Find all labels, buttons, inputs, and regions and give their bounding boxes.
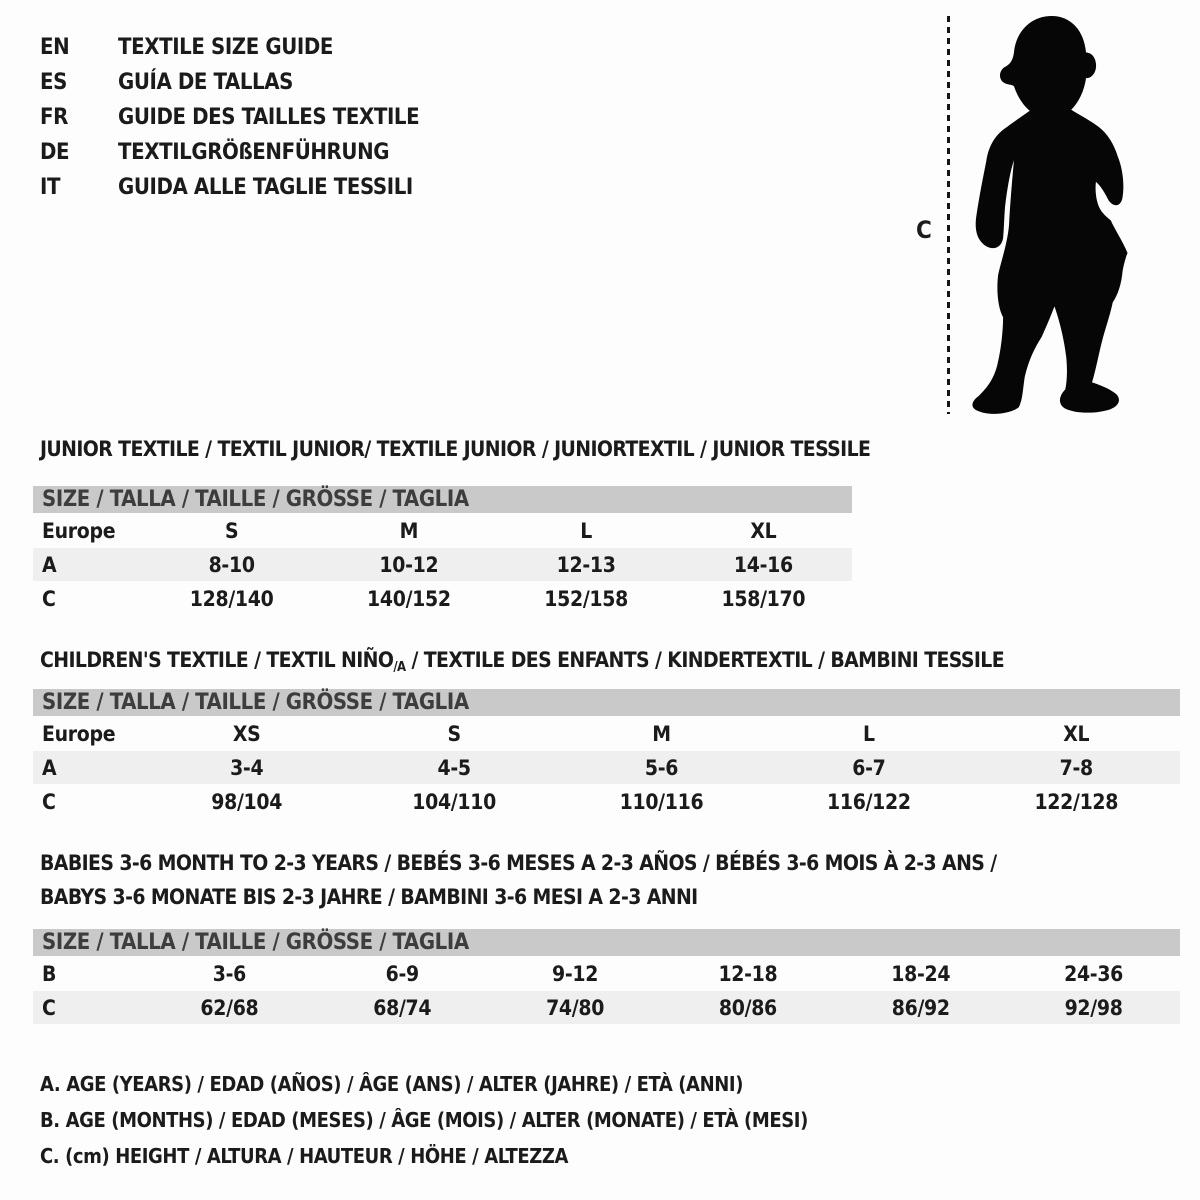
language-title: TEXTILE SIZE GUIDE xyxy=(118,35,333,60)
table-row-height xyxy=(33,991,1180,1024)
height-cell: 152/158 xyxy=(544,586,628,611)
size-header: SIZE / TALLA / TAILLE / GRÖSSE / TAGLIA xyxy=(33,486,852,513)
table-row-sizes xyxy=(33,717,1180,750)
language-row-de xyxy=(40,141,389,165)
row-label: B xyxy=(42,961,57,986)
age-cell: 5-6 xyxy=(644,755,679,780)
legend-line-b: B. AGE (MONTHS) / EDAD (MESES) / ÂGE (MOIS) / ALTER (MONATE) / ETÀ (MESI) xyxy=(40,1108,808,1132)
height-cell: 98/104 xyxy=(211,789,283,814)
children-size-table xyxy=(33,689,1180,818)
table-row-age xyxy=(33,751,1180,784)
junior-size-table xyxy=(33,486,852,615)
size-cell: M xyxy=(399,518,419,543)
language-code: DE xyxy=(40,140,70,165)
size-cell: S xyxy=(447,721,461,746)
language-title: GUIDA ALLE TAGLIE TESSILI xyxy=(118,175,413,200)
babies-section-title-line1: BABIES 3-6 MONTH TO 2-3 YEARS / BEBÉS 3-6 MESES A 2-3 AÑOS / BÉBÉS 3-6 MOIS À 2-3 ANS / xyxy=(40,851,997,875)
row-label: C xyxy=(42,789,56,814)
height-cell: 128/140 xyxy=(189,586,274,611)
size-cell: L xyxy=(580,518,592,543)
months-cell: 12-18 xyxy=(718,961,778,986)
months-cell: 6-9 xyxy=(385,961,419,986)
height-cell: 158/170 xyxy=(721,586,806,611)
months-cell: 18-24 xyxy=(891,961,951,986)
row-label: Europe xyxy=(42,721,116,746)
age-cell: 10-12 xyxy=(379,552,439,577)
size-cell: S xyxy=(224,518,239,543)
age-cell: 3-4 xyxy=(230,755,264,780)
months-cell: 24-36 xyxy=(1064,961,1124,986)
children-section-title xyxy=(40,648,1004,680)
table-row-sizes xyxy=(33,514,852,547)
children-title-sub: /A xyxy=(393,660,406,675)
height-cell: 104/110 xyxy=(412,789,496,814)
row-label: Europe xyxy=(42,518,116,543)
children-title-rest: / TEXTILE DES ENFANTS / KINDERTEXTIL / BAMBINI TESSILE xyxy=(405,648,1005,672)
table-row-height xyxy=(33,582,852,615)
table-row-age xyxy=(33,548,852,581)
height-cell: 110/116 xyxy=(619,789,704,814)
age-cell: 8-10 xyxy=(208,552,255,577)
language-code: IT xyxy=(40,175,61,200)
language-code: ES xyxy=(40,70,67,95)
babies-size-table xyxy=(33,929,1180,1024)
height-dashed-line xyxy=(947,16,950,414)
age-cell: 4-5 xyxy=(437,755,471,780)
months-cell: 9-12 xyxy=(552,961,599,986)
age-cell: 12-13 xyxy=(556,552,616,577)
height-cell: 116/122 xyxy=(827,789,911,814)
height-cell: 86/92 xyxy=(891,995,950,1020)
language-code: EN xyxy=(40,35,70,60)
table-row-height xyxy=(33,785,1180,818)
language-row-es xyxy=(40,71,293,95)
language-title: TEXTILGRÖßENFÜHRUNG xyxy=(118,140,390,165)
table-row-months xyxy=(33,957,1180,990)
height-cell: 92/98 xyxy=(1064,995,1123,1020)
row-label: A xyxy=(42,552,57,577)
language-row-it xyxy=(40,176,413,200)
language-code: FR xyxy=(40,105,68,130)
row-label: C xyxy=(42,586,56,611)
size-cell: L xyxy=(863,721,875,746)
row-label: A xyxy=(42,755,57,780)
language-title: GUIDE DES TAILLES TEXTILE xyxy=(118,105,420,130)
junior-section-title: JUNIOR TEXTILE / TEXTIL JUNIOR/ TEXTILE JUNIOR / JUNIORTEXTIL / JUNIOR TESSILE xyxy=(40,437,871,461)
age-cell: 6-7 xyxy=(852,755,886,780)
language-row-fr xyxy=(40,106,419,130)
children-title-main: CHILDREN'S TEXTILE / TEXTIL NIÑO xyxy=(40,648,394,672)
size-header: SIZE / TALLA / TAILLE / GRÖSSE / TAGLIA xyxy=(33,689,1180,716)
height-cell: 62/68 xyxy=(200,995,259,1020)
legend-line-a: A. AGE (YEARS) / EDAD (AÑOS) / ÂGE (ANS) / ALTER (JAHRE) / ETÀ (ANNI) xyxy=(40,1072,744,1096)
months-cell: 3-6 xyxy=(212,961,247,986)
legend-line-c: C. (cm) HEIGHT / ALTURA / HAUTEUR / HÖHE / ALTEZZA xyxy=(40,1144,569,1168)
babies-section-title-line2: BABYS 3-6 MONATE BIS 2-3 JAHRE / BAMBINI 3-6 MESI A 2-3 ANNI xyxy=(40,885,698,909)
height-cell: 68/74 xyxy=(373,995,432,1020)
height-cell: 140/152 xyxy=(367,586,451,611)
size-cell: XS xyxy=(232,721,261,746)
language-row-en xyxy=(40,36,333,60)
height-cell: 80/86 xyxy=(718,995,777,1020)
height-cell: 74/80 xyxy=(546,995,605,1020)
age-cell: 7-8 xyxy=(1059,755,1093,780)
height-measure-label: C xyxy=(916,216,932,244)
size-cell: M xyxy=(652,721,671,746)
age-cell: 14-16 xyxy=(733,552,793,577)
size-cell: XL xyxy=(750,518,777,543)
row-label: C xyxy=(42,995,56,1020)
baby-silhouette-icon xyxy=(963,12,1138,421)
language-title: GUÍA DE TALLAS xyxy=(118,70,294,95)
size-cell: XL xyxy=(1063,721,1090,746)
height-cell: 122/128 xyxy=(1034,789,1119,814)
size-header: SIZE / TALLA / TAILLE / GRÖSSE / TAGLIA xyxy=(33,929,1180,956)
